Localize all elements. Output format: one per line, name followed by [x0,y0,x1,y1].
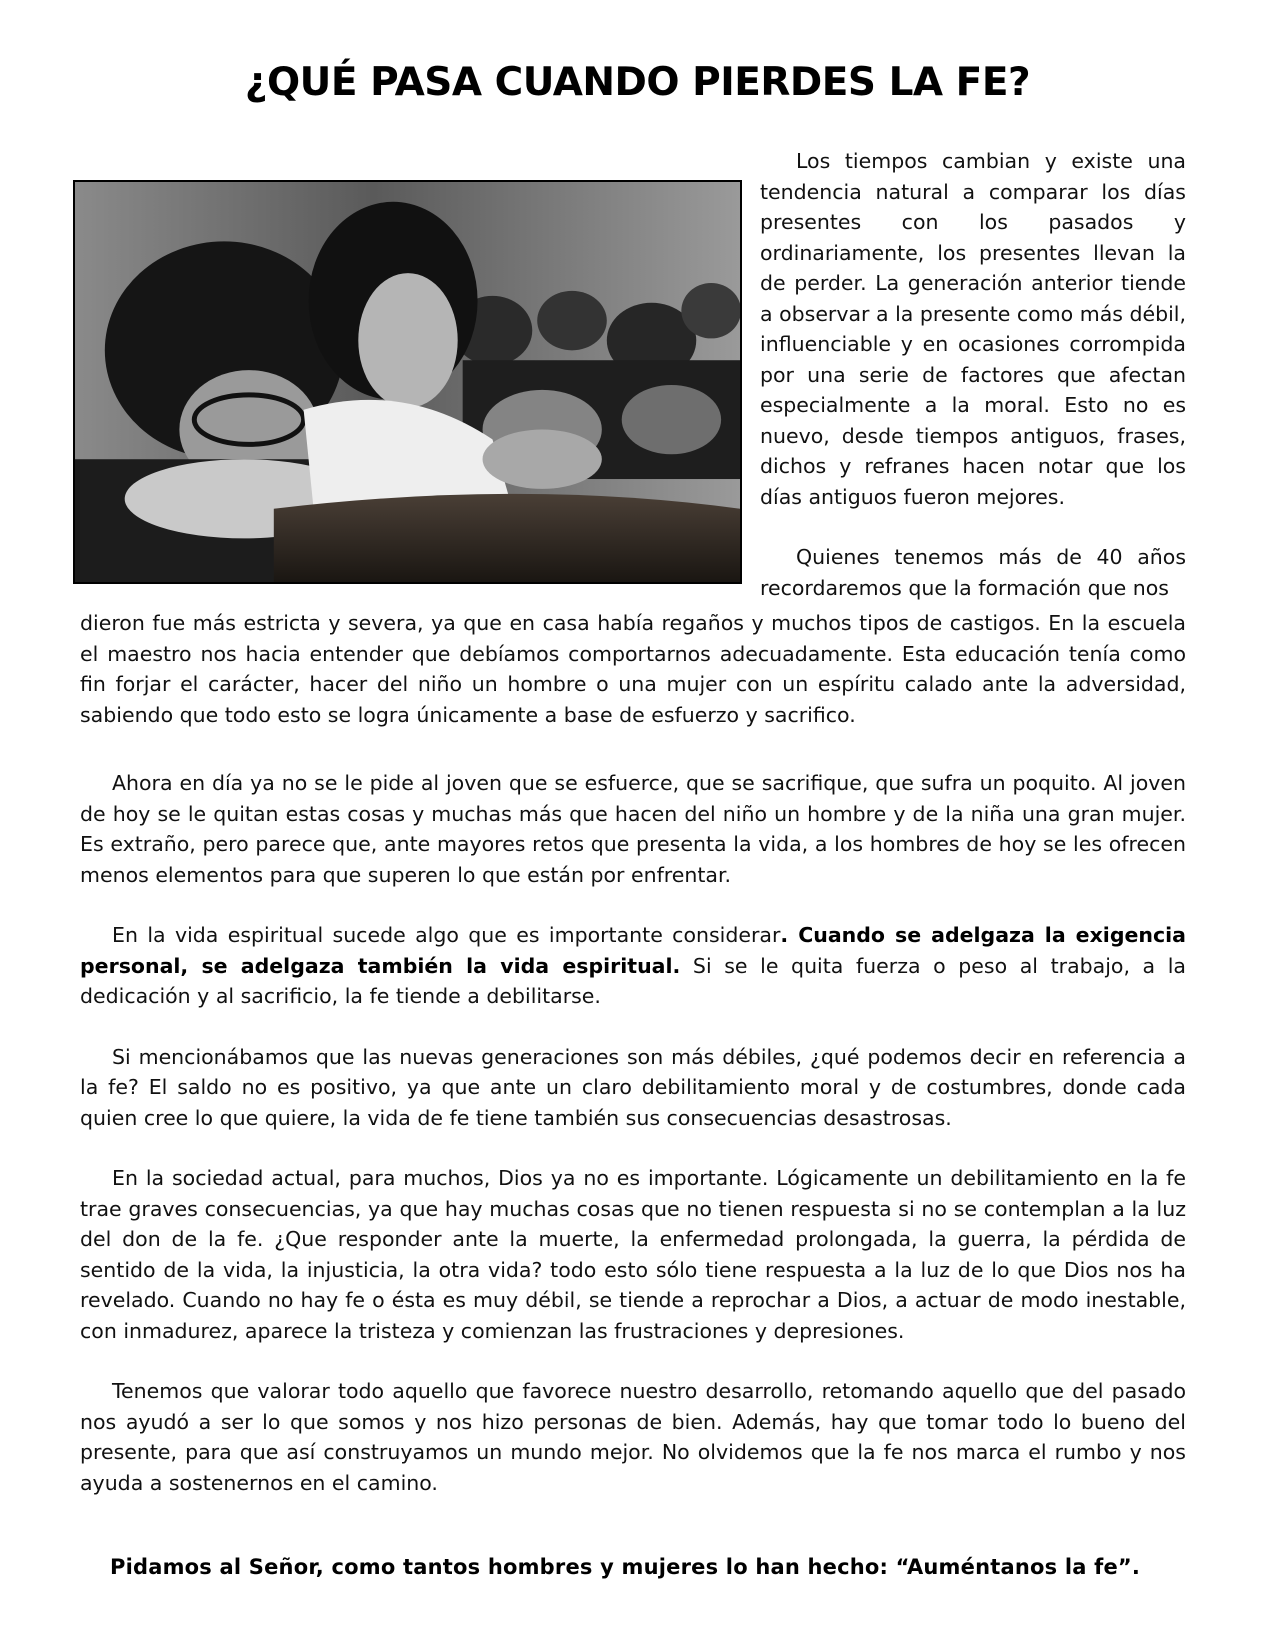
intro-paragraph-2-continuation: dieron fue más estricta y severa, ya que en casa había regaños y muchos tipos de castigos. En la escuela el maestro nos hacia entender que debíamos comportarnos adecuadamente. Esta educación tenía como fin forjar el carácter, hacer del niño un hombre o una mujer con un espíritu calado ante la adversidad, sabiendo que todo esto se logra únicamente a base de esfuerzo y sacrifico. [80,611,1186,727]
page-title: ¿QUÉ PASA CUANDO PIERDES LA FE? [244,60,1031,105]
intro-paragraph-1: Los tiempos cambian y existe una tendencia natural a comparar los días presentes con los pasados y ordinariamente, los presentes llevan la de perder. La generación anterior tiende a observar a la presente como más débil, influenciable y en ocasiones corrompida por una serie de factores que afectan especialmente a la moral. Esto no es nuevo, desde tiempos antiguos, frases, dichos y refranes hacen notar que los días antiguos fueron mejores. [760,149,1187,509]
paragraph-4-lead: En la vida espiritual sucede algo que es importante considerar [112,923,781,947]
intro-paragraph-2-start: Quienes tenemos más de 40 años recordaremos que la formación que nos [760,545,1186,600]
paragraph-4 [80,920,1186,1012]
paragraph-3: Ahora en día ya no se le pide al joven que se esfuerce, que se sacrifique, que sufra un poquito. Al joven de hoy se le quitan estas cosas y muchas más que hacen del niño un hombre y de la niña una gran mujer. Es extraño, pero parece que, ante mayores retos que presenta la vida, a los hombres de hoy se les ofrecen menos elementos para que superen lo que están por enfrentar. [80,771,1186,887]
paragraph-6: En la sociedad actual, para muchos, Dios ya no es importante. Lógicamente un debilitamiento en la fe trae graves consecuencias, ya que hay muchas cosas que no tienen respuesta si no se contemplan a la luz del don de la fe. ¿Que responder ante la muerte, la enfermedad prolongada, la guerra, la pérdida de sentido de la vida, la injusticia, la otra vida? todo esto sólo tiene respuesta a la luz de lo que Dios nos ha revelado. Cuando no hay fe o ésta es muy débil, se tiende a reprochar a Dios, a actuar de modo inestable, con inmadurez, aparece la tristeza y comienzan las frustraciones y depresiones. [80,1166,1186,1343]
article-photo [73,180,742,584]
article-body [80,768,1186,1528]
paragraph-4-tail: Si se le quita fuerza o peso al trabajo, a la dedicación y al sacrificio, la fe tiende a debilitarse. [80,953,1186,1008]
paragraph-4-emphasis: . Cuando se adelgaza la exigencia personal, se adelgaza también la vida espiritual. [80,923,1187,978]
closing-prayer: Pidamos al Señor, como tantos hombres y mujeres lo han hecho: “Auméntanos la fe”. [110,1555,1141,1579]
paragraph-7: Tenemos que valorar todo aquello que favorece nuestro desarrollo, retomando aquello que del pasado nos ayudó a ser lo que somos y nos hizo personas de bien. Además, hay que tomar todo lo bueno del presente, para que así construyamos un mundo mejor. No olvidemos que la fe nos marca el rumbo y nos ayuda a sostenernos en el camino. [80,1379,1186,1495]
photo-praying-young-women-icon [75,182,740,582]
intro-column [760,146,1186,603]
paragraph-5: Si mencionábamos que las nuevas generaciones son más débiles, ¿qué podemos decir en referencia a la fe? El saldo no es positivo, ya que ante un claro debilitamiento moral y de costumbres, donde cada quien cree lo que quiere, la vida de fe tiene también sus consecuencias desastrosas. [80,1044,1186,1130]
